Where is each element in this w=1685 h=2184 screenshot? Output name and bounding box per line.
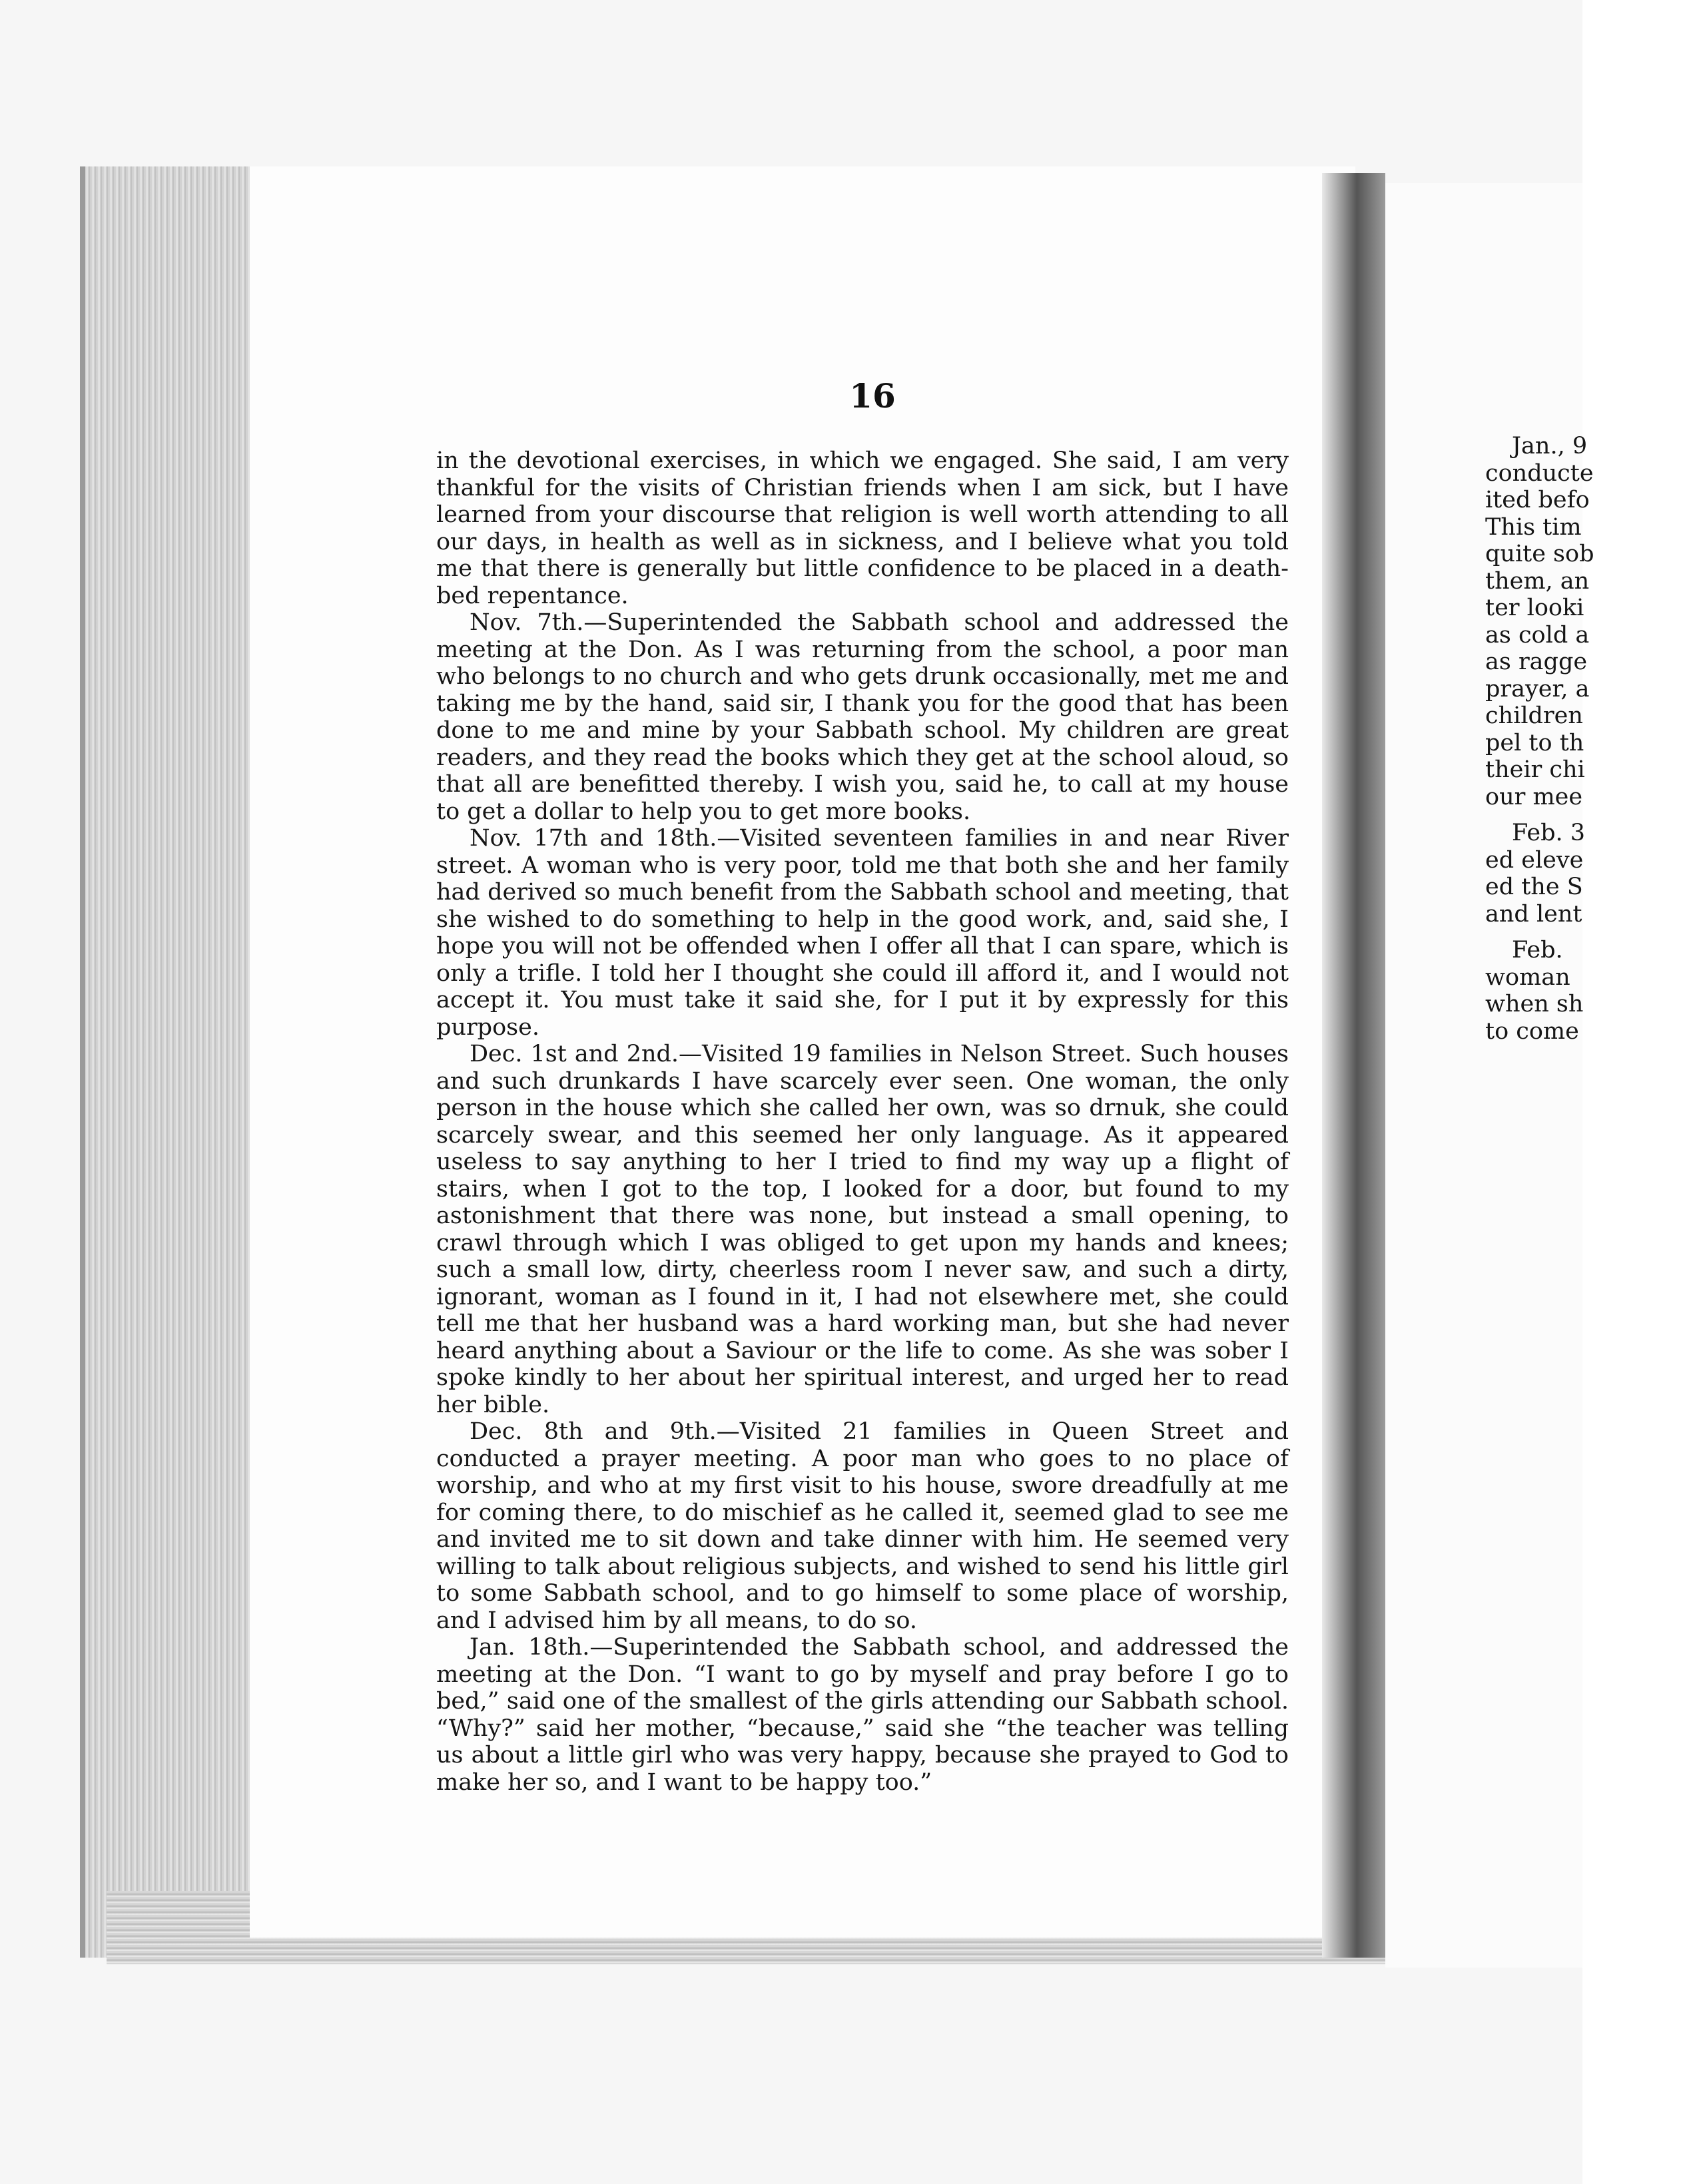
paragraph: Nov. 7th.—Superintended the Sabbath school and addressed the meeting at the Don. As I was returning from the school, a poor man who belongs to no church and who gets drunk occasionally, met me and taking me by the hand, said sir, I thank you for the good that has been done to me and mine by your Sabbath school. My children are great readers, and they read the books which they get at the school aloud, so that all are benefitted thereby. I wish you, said he, to call at my house to get a dollar to help you to get more books. (436, 609, 1289, 825)
page-body-text (436, 447, 1289, 1796)
facing-line: to come (1485, 1017, 1579, 1045)
facing-line: when sh (1485, 991, 1584, 1017)
facing-line: our mee (1485, 783, 1583, 810)
facing-line: as ragge (1485, 649, 1588, 675)
page-number: 16 (849, 376, 896, 415)
facing-page-text (1485, 433, 1685, 1045)
paragraph: in the devotional exercises, in which we engaged. She said, I am very thankful for the visits of Christian friends when I am sick, but I have learned from your discourse that religion is well worth attending to all our days, in health as well as in sickness, and I believe what you told me that there is generally but little confidence to be placed in a death-bed repentance. (436, 447, 1289, 609)
facing-line: woman (1485, 963, 1570, 991)
facing-line: Feb. 3 (1512, 820, 1586, 846)
facing-line: Feb. (1512, 937, 1563, 963)
facing-line: quite sob (1485, 541, 1594, 567)
facing-line: prayer, a (1485, 675, 1590, 702)
facing-line: pel to th (1485, 729, 1584, 756)
facing-line: ter looki (1485, 595, 1584, 621)
paragraph: Dec. 8th and 9th.—Visited 21 families in Queen Street and conducted a prayer meeting. A poor man who goes to no place of worship, and who at my first visit to his house, swore dreadfully at me for coming there, to do mischief as he called it, seemed glad to see me and invited me to sit down and take dinner with him. He seemed very willing to talk about religious subjects, and wished to send his little girl to some Sabbath school, and to go himself to some place of worship, and I advised him by all means, to do so. (436, 1418, 1289, 1634)
facing-line: This tim (1485, 513, 1582, 541)
facing-line: ed the S (1485, 874, 1583, 900)
book-spine (1322, 173, 1385, 1958)
facing-line: children (1485, 702, 1583, 729)
paragraph: Nov. 17th and 18th.—Visited seventeen families in and near River street. A woman who is very poor, told me that both she and her family had derived so much benefit from the Sabbath school and meeting, that she wished to do something to help in the good work, and, said she, I hope you will not be offended when I offer all that I can spare, which is only a trifle. I told her I thought she could ill afford it, and I would not accept it. You must take it said she, for I put it by expressly for this purpose. (436, 825, 1289, 1041)
facing-line: conducte (1485, 459, 1594, 487)
facing-line: ed eleve (1485, 846, 1584, 874)
paragraph: Jan. 18th.—Superintended the Sabbath school, and addressed the meeting at the Don. “I want to go by myself and pray before I go to bed,” said one of the smallest of the girls attending our Sabbath school. “Why?” said her mother, “because,” said she “the teacher was telling us about a little girl who was very happy, because she prayed to God to make her so, and I want to be happy too.” (436, 1634, 1289, 1796)
facing-line: ited befo (1485, 487, 1590, 513)
facing-line: their chi (1485, 756, 1585, 783)
facing-line: Jan., 9 (1512, 433, 1588, 459)
facing-line: as cold a (1485, 621, 1590, 649)
facing-line: and lent (1485, 900, 1582, 928)
page-edges-left (80, 166, 265, 1958)
paragraph: Dec. 1st and 2nd.—Visited 19 families in Nelson Street. Such houses and such drunkards I have scarcely ever seen. One woman, the only person in the house which she called her own, was so drnuk, she could scarcely swear, and this seemed her only language. As it appeared useless to say anything to her I tried to find my way up a flight of stairs, when I got to the top, I looked for a door, but found to my astonishment that there was none, but instead a small opening, to crawl through which I was obliged to get upon my hands and knees; such a small low, dirty, cheerless room I never saw, and such a dirty, ignorant, woman as I found in it, I had not elsewhere met, she could tell me that her husband was a hard working man, but she had never heard anything about a Saviour or the life to come. As she was sober I spoke kindly to her about her spiritual interest, and urged her to read her bible. (436, 1041, 1289, 1418)
facing-line: them, an (1485, 567, 1590, 595)
